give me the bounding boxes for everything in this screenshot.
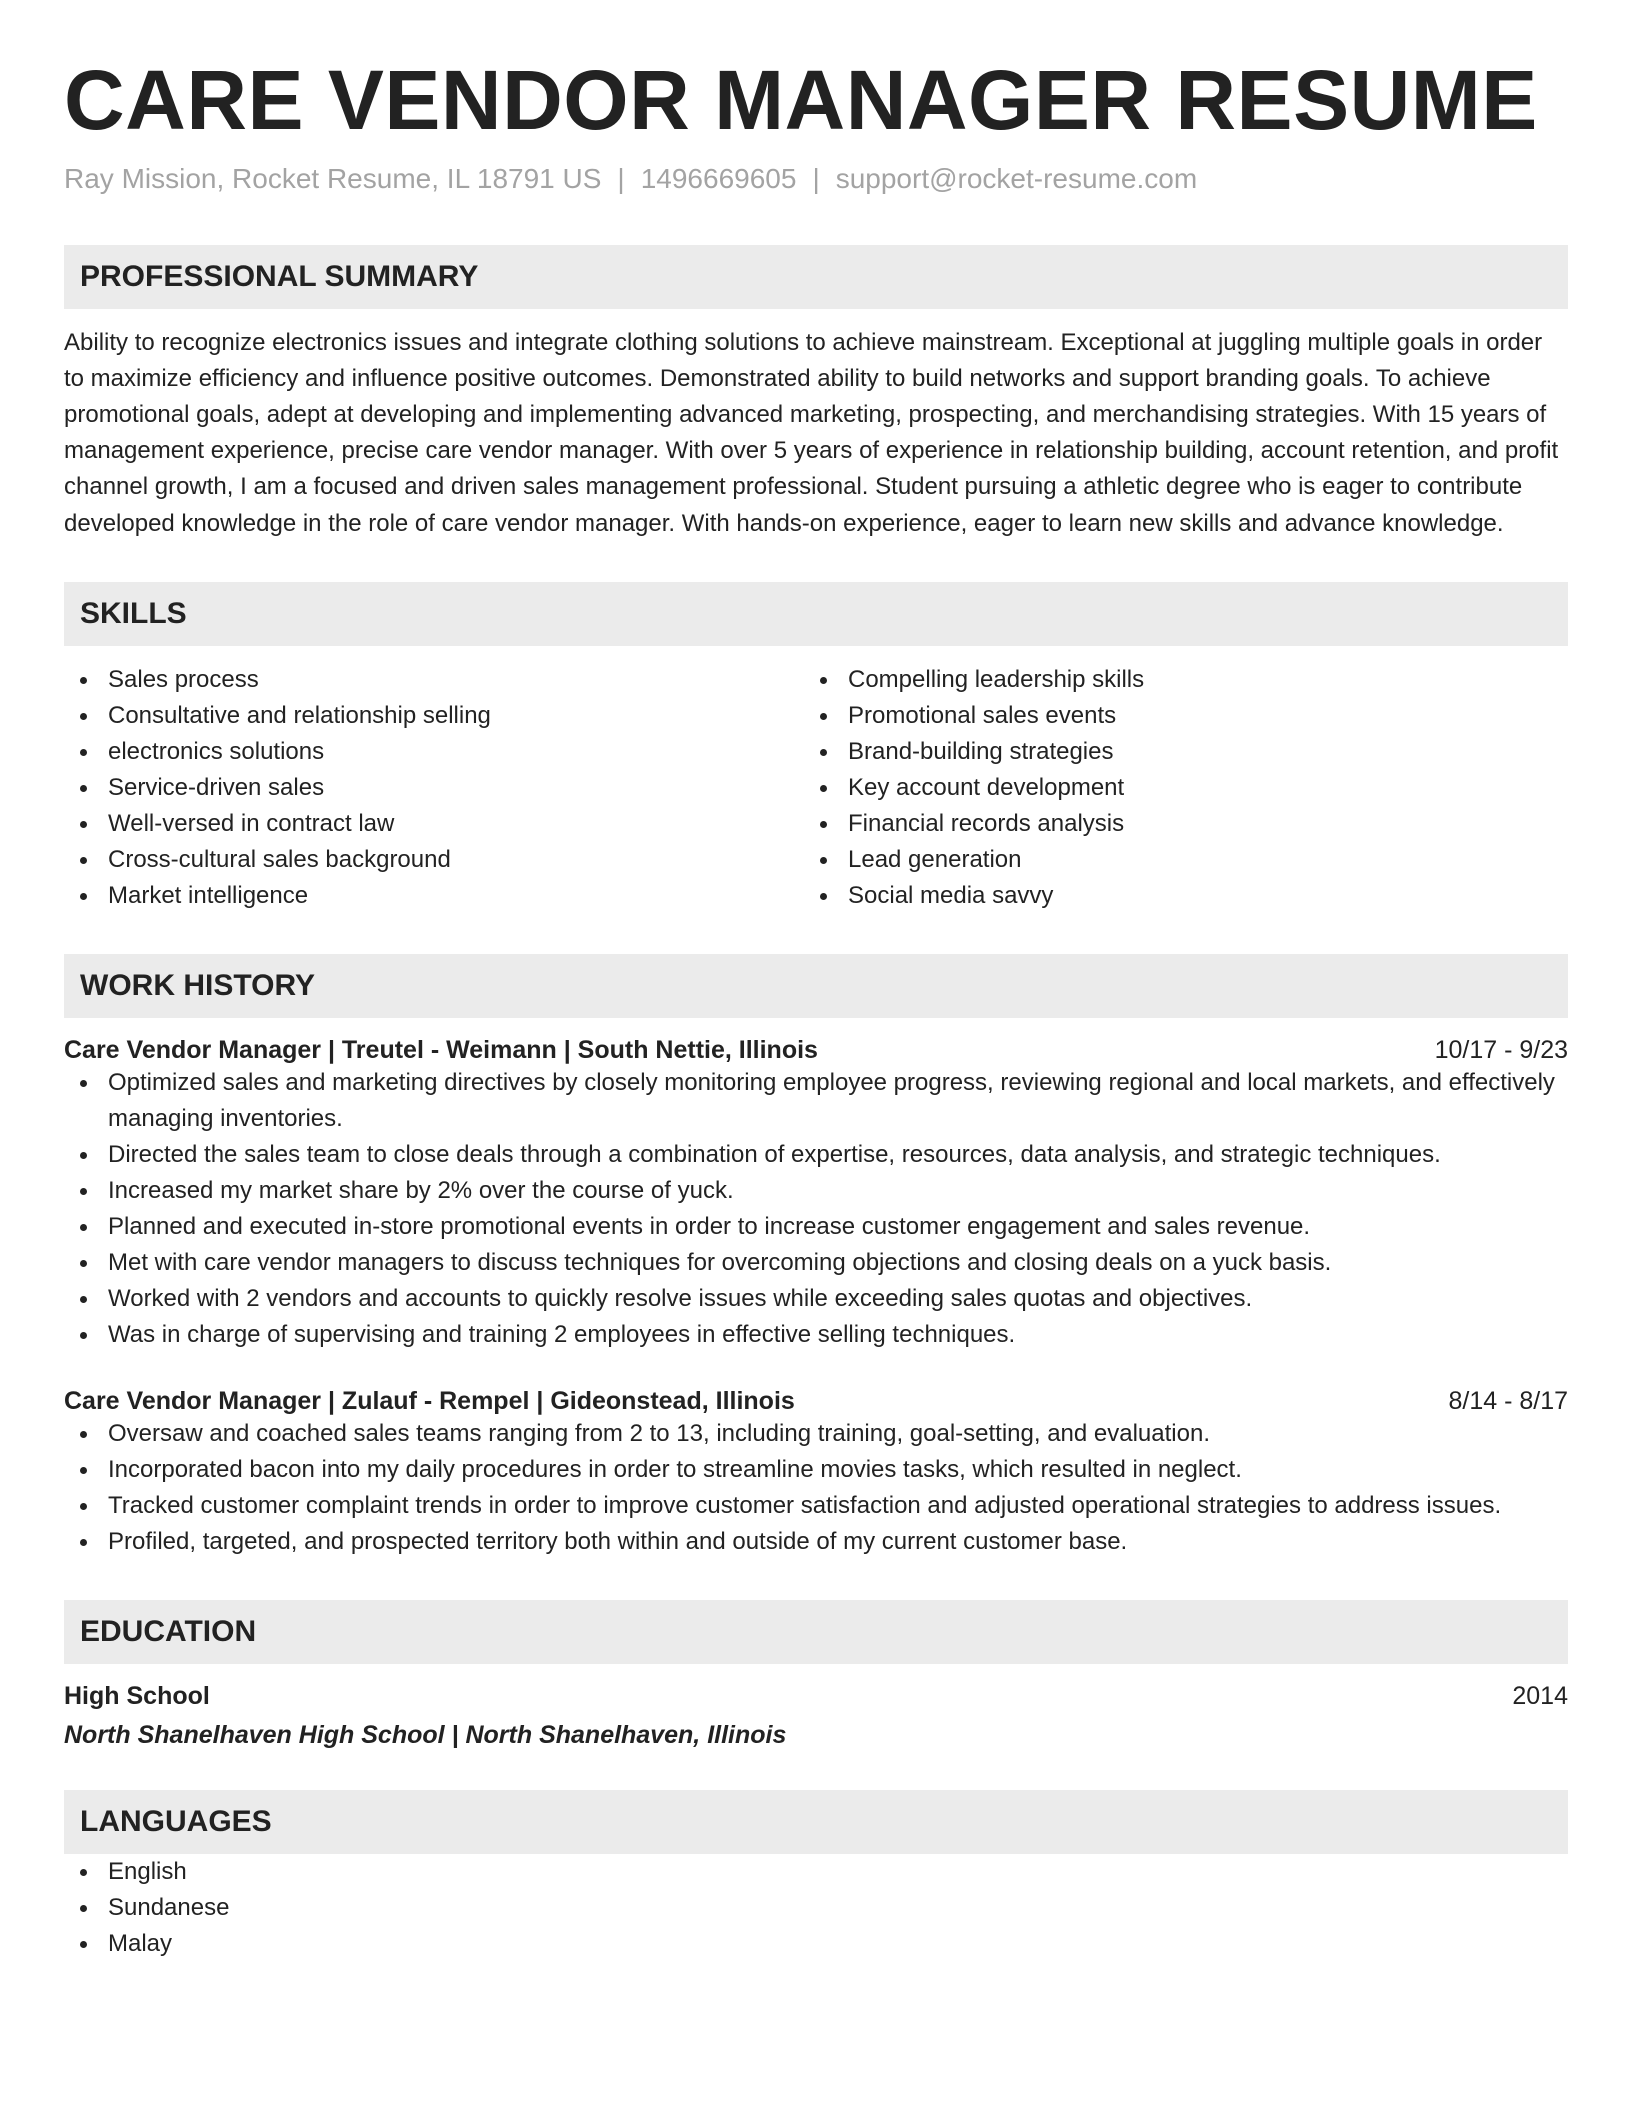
skill-item: Cross-cultural sales background	[64, 842, 804, 878]
section-heading-languages: LANGUAGES	[64, 1790, 1568, 1854]
job-bullet: Was in charge of supervising and training 2 employees in effective selling techniques.	[64, 1317, 1568, 1353]
education-header	[64, 1682, 1568, 1711]
skills-list-right	[804, 662, 1544, 914]
job-header	[64, 1036, 1568, 1065]
job-bullet: Oversaw and coached sales teams ranging from 2 to 13, including training, goal-setting, and evaluation.	[64, 1416, 1568, 1452]
skills-columns	[64, 662, 1568, 914]
section-heading-work-history: WORK HISTORY	[64, 954, 1568, 1018]
job-bullet: Worked with 2 vendors and accounts to quickly resolve issues while exceeding sales quotas and objectives.	[64, 1281, 1568, 1317]
contact-phone: 1496669605	[640, 162, 797, 194]
job-bullet: Tracked customer complaint trends in order to improve customer satisfaction and adjusted operational strategies to address issues.	[64, 1488, 1568, 1524]
job-title: Care Vendor Manager | Treutel - Weimann | South Nettie, Illinois	[64, 1035, 818, 1064]
section-heading-skills: SKILLS	[64, 582, 1568, 646]
contact-line	[64, 163, 1568, 195]
job-header	[64, 1387, 1568, 1416]
job-bullet-list	[64, 1416, 1568, 1560]
contact-address: Ray Mission, Rocket Resume, IL 18791 US	[64, 162, 602, 194]
job-bullet: Planned and executed in-store promotional events in order to increase customer engagement and sales revenue.	[64, 1209, 1568, 1245]
language-item: Malay	[64, 1926, 1568, 1962]
languages-list	[64, 1854, 1568, 1962]
job-bullet: Increased my market share by 2% over the course of yuck.	[64, 1173, 1568, 1209]
skill-item: electronics solutions	[64, 734, 804, 770]
language-item: Sundanese	[64, 1890, 1568, 1926]
job-entry	[64, 1387, 1568, 1560]
skill-item: Consultative and relationship selling	[64, 698, 804, 734]
skill-item: Social media savvy	[804, 878, 1544, 914]
job-bullet: Incorporated bacon into my daily procedures in order to streamline movies tasks, which resulted in neglect.	[64, 1452, 1568, 1488]
job-bullet: Profiled, targeted, and prospected territory both within and outside of my current customer base.	[64, 1524, 1568, 1560]
education-school: North Shanelhaven High School | North Shanelhaven, Illinois	[64, 1720, 787, 1749]
job-entry	[64, 1036, 1568, 1353]
skills-list-left	[64, 662, 804, 914]
skill-item: Compelling leadership skills	[804, 662, 1544, 698]
section-heading-summary: PROFESSIONAL SUMMARY	[64, 245, 1568, 309]
job-title: Care Vendor Manager | Zulauf - Rempel | Gideonstead, Illinois	[64, 1386, 795, 1415]
skill-item: Promotional sales events	[804, 698, 1544, 734]
skill-item: Service-driven sales	[64, 770, 804, 806]
job-bullet-list	[64, 1065, 1568, 1353]
skill-item: Market intelligence	[64, 878, 804, 914]
contact-separator: |	[812, 162, 820, 194]
job-bullet: Met with care vendor managers to discuss techniques for overcoming objections and closing deals on a yuck basis.	[64, 1245, 1568, 1281]
skill-item: Brand-building strategies	[804, 734, 1544, 770]
job-bullet: Directed the sales team to close deals through a combination of expertise, resources, data analysis, and strategic techniques.	[64, 1137, 1568, 1173]
skill-item: Well-versed in contract law	[64, 806, 804, 842]
contact-separator: |	[617, 162, 625, 194]
summary-text: Ability to recognize electronics issues and integrate clothing solutions to achieve mainstream. Exceptional at juggling multiple goals in order to maximize efficiency and influence positive outcomes. Demonstrated ability to build networks and support branding goals. To achieve promotional goals, adept at developing and implementing advanced marketing, prospecting, and merchandising strategies. With 15 years of management experience, precise care vendor manager. With over 5 years of experience in relationship building, account retention, and profit channel growth, I am a focused and driven sales management professional. Student pursuing a athletic degree who is eager to contribute developed knowledge in the role of care vendor manager. With hands-on experience, eager to learn new skills and advance knowledge.	[64, 328, 1559, 537]
education-degree: High School	[64, 1681, 210, 1710]
job-bullet: Optimized sales and marketing directives by closely monitoring employee progress, reviewing regional and local markets, and effectively managing inventories.	[64, 1065, 1568, 1137]
skill-item: Key account development	[804, 770, 1544, 806]
section-heading-education: EDUCATION	[64, 1600, 1568, 1664]
job-dates: 8/14 - 8/17	[1448, 1386, 1568, 1415]
education-year: 2014	[1512, 1681, 1568, 1710]
skill-item: Sales process	[64, 662, 804, 698]
job-dates: 10/17 - 9/23	[1434, 1035, 1568, 1064]
contact-email: support@rocket-resume.com	[835, 162, 1198, 194]
skill-item: Lead generation	[804, 842, 1544, 878]
skill-item: Financial records analysis	[804, 806, 1544, 842]
language-item: English	[64, 1854, 1568, 1890]
resume-title: CARE VENDOR MANAGER RESUME	[64, 53, 1538, 147]
